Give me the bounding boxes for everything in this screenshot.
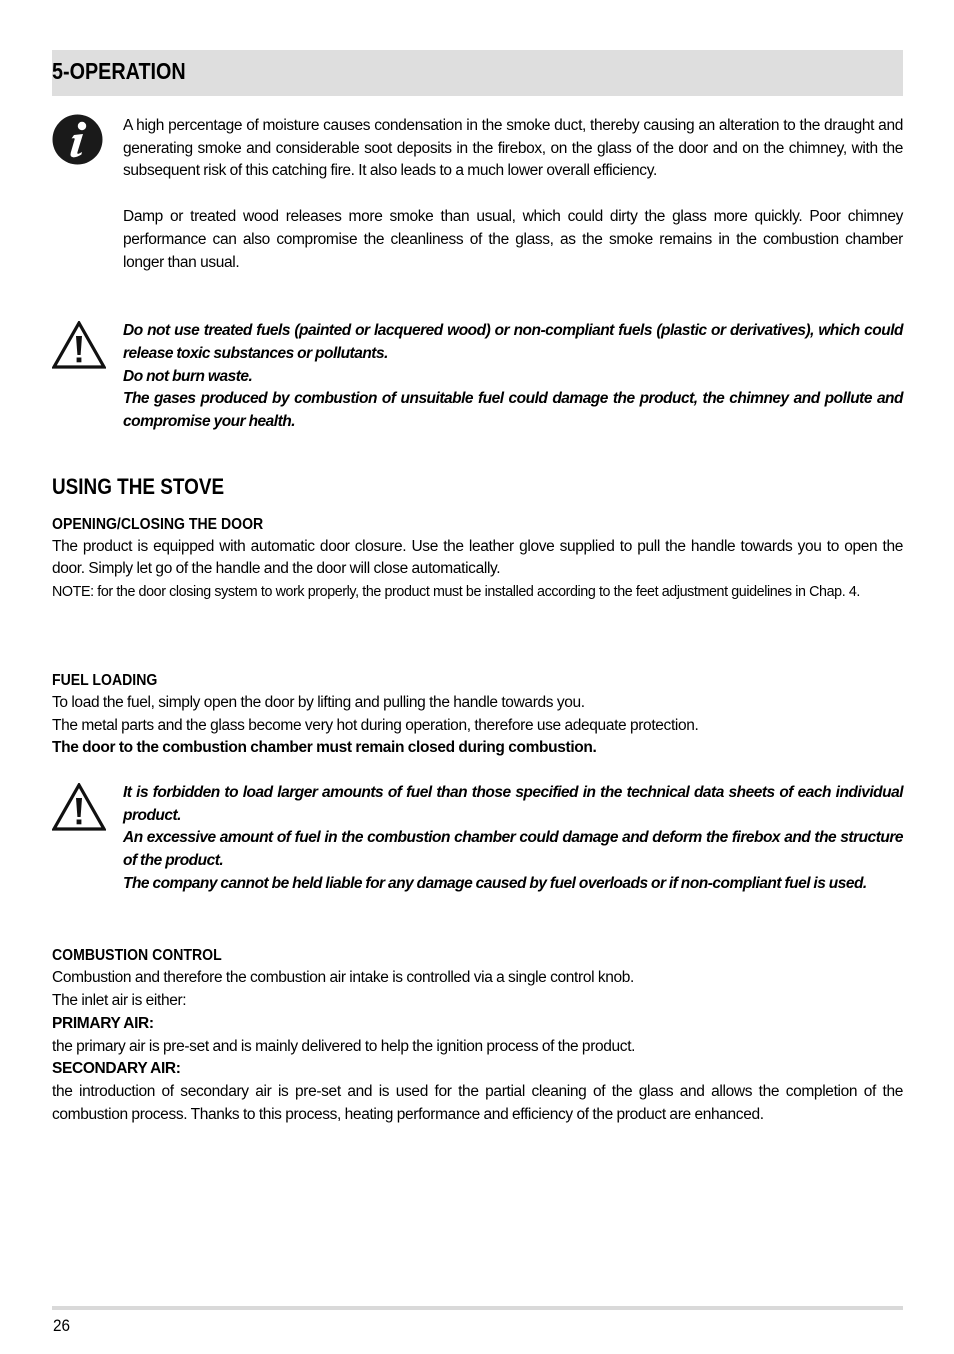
warning-block-1: [52, 320, 903, 434]
secondary-air-text: the introduction of secondary air is pre-set and is used for the partial cleaning of the glass and allows the completion of the combustion process. Thanks to this process, heating performance and efficiency of the product are enhanced.: [52, 1082, 903, 1123]
info-icon: [52, 114, 103, 165]
door-section-title: OPENING/CLOSING THE DOOR: [52, 515, 264, 533]
door-note: NOTE: for the door closing system to work properly, the product must be installed according to the feet adjustment guidelines in Chap. 4.: [52, 584, 860, 601]
fuel-section-title: FUEL LOADING: [52, 671, 158, 689]
primary-air-text: the primary air is pre-set and is mainly delivered to help the ignition process of the product.: [52, 1037, 636, 1055]
fuel-text-2: The metal parts and the glass become very hot during operation, therefore use adequate protection.: [52, 716, 699, 734]
secondary-air-title: SECONDARY AIR:: [52, 1060, 181, 1078]
section-title: 5-OPERATION: [52, 58, 186, 84]
primary-air-title: PRIMARY AIR:: [52, 1014, 154, 1032]
section-header-bar: [52, 50, 903, 96]
page-content: [52, 50, 903, 1126]
combustion-section-title: COMBUSTION CONTROL: [52, 947, 222, 965]
warning-block-2: [52, 782, 903, 896]
warning2-text-1: It is forbidden to load larger amounts of fuel than those specified in the technical data sheets of each individual product.: [123, 783, 903, 824]
warning-text-2: Do not burn waste.: [123, 367, 253, 385]
warning2-text-3: The company cannot be held liable for any damage caused by fuel overloads or if non-compliant fuel is used.: [123, 874, 867, 892]
footer-divider: [52, 1306, 903, 1310]
combustion-text-2: The inlet air is either:: [52, 992, 187, 1010]
combustion-text-1: Combustion and therefore the combustion air intake is controlled via a single control knob.: [52, 969, 635, 987]
info-block: [52, 115, 903, 274]
warning-icon: [52, 321, 106, 369]
warning2-text-2: An excessive amount of fuel in the combustion chamber could damage and deform the firebox and the structure of the product.: [123, 829, 903, 870]
using-stove-title: USING THE STOVE: [52, 473, 225, 499]
info-paragraph-1: A high percentage of moisture causes condensation in the smoke duct, thereby causing an alteration to the draught and generating smoke and considerable soot deposits in the firebox, on the glass of the door and on the chimney, with the subsequent risk of this catching fire. It also leads to a much lower overall efficiency.: [123, 117, 903, 180]
page-number: 26: [53, 1316, 71, 1335]
warning-text-3: The gases produced by combustion of unsuitable fuel could damage the product, the chimney and pollute and compromise your health.: [123, 390, 903, 431]
using-stove-section: [52, 474, 903, 760]
combustion-section: [52, 945, 903, 1126]
fuel-text-3: The door to the combustion chamber must remain closed during combustion.: [52, 739, 597, 757]
warning-icon: [52, 783, 106, 831]
info-paragraph-2: Damp or treated wood releases more smoke than usual, which could dirty the glass more quickly. Poor chimney performance can also compromise the cleanliness of the glass, as the smoke remains in the combustion chamber longer than usual.: [123, 208, 903, 271]
fuel-text-1: To load the fuel, simply open the door by lifting and pulling the handle towards you.: [52, 693, 585, 711]
door-text: The product is equipped with automatic door closure. Use the leather glove supplied to pull the handle towards you to open the door. Simply let go of the handle and the door will close automatically.: [52, 537, 903, 578]
warning-text-1: Do not use treated fuels (painted or lacquered wood) or non-compliant fuels (plastic or derivatives), which could release toxic substances or pollutants.: [123, 322, 903, 362]
